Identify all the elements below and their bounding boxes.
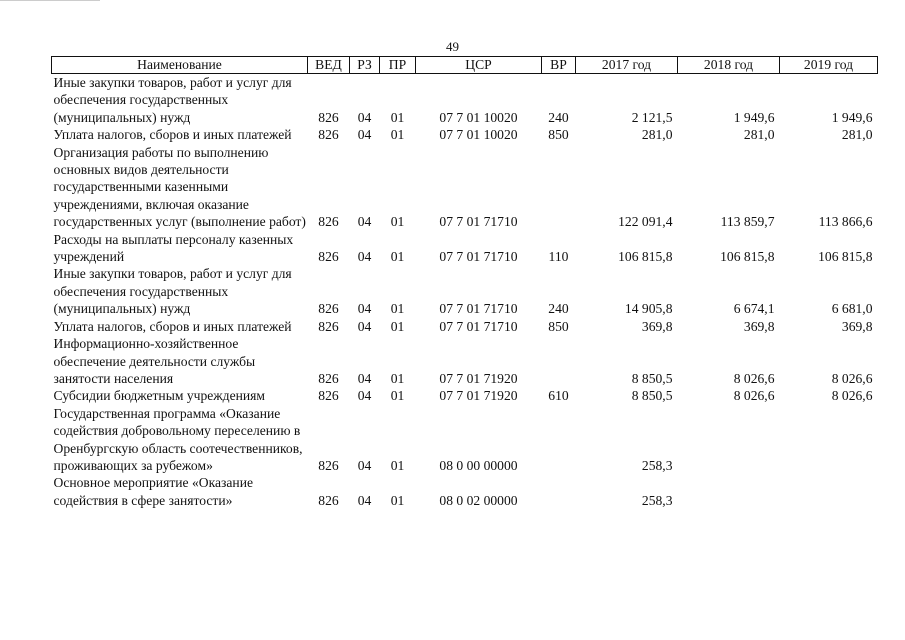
- cell-rz: 04: [357, 249, 372, 265]
- cell-y2018: 1 949,6: [733, 109, 775, 125]
- cell-csr: 08 0 00 00000: [439, 457, 518, 473]
- cell-y2017: 106 815,8: [618, 249, 673, 265]
- cell-rz: 04: [357, 301, 372, 317]
- header-vr: ВР: [542, 57, 576, 74]
- cell-y2019: 369,8: [841, 318, 873, 334]
- cell-y2017: 122 091,4: [618, 214, 673, 230]
- cell-pr: 01: [390, 249, 405, 265]
- cell-name: Иные закупки товаров, работ и услуг для обеспечения государственных (муниципальных) нужд: [53, 266, 292, 317]
- cell-y2019: 8 026,6: [831, 370, 873, 386]
- cell-y2017: 369,8: [641, 318, 673, 334]
- table-row: [52, 387, 878, 404]
- cell-y2018: 8 026,6: [733, 370, 775, 386]
- cell-rz: 04: [357, 214, 372, 230]
- cell-vr: 850: [548, 127, 569, 143]
- cell-y2018: [678, 474, 780, 509]
- cell-pr: 01: [390, 109, 405, 125]
- cell-ved: 826: [318, 318, 339, 334]
- header-name: Наименование: [52, 57, 308, 74]
- cell-y2017: 2 121,5: [631, 109, 673, 125]
- header-csr: ЦСР: [416, 57, 542, 74]
- cell-y2017: 8 850,5: [631, 388, 673, 404]
- cell-rz: 04: [357, 109, 372, 125]
- cell-pr: 01: [390, 301, 405, 317]
- cell-y2019: 106 815,8: [818, 249, 873, 265]
- cell-rz: 04: [357, 127, 372, 143]
- cell-ved: 826: [318, 457, 339, 473]
- header-2018: 2018 год: [678, 57, 780, 74]
- header-pr: ПР: [380, 57, 416, 74]
- cell-vr: [542, 405, 576, 475]
- cell-csr: 07 7 01 71710: [439, 318, 518, 334]
- cell-ved: 826: [318, 388, 339, 404]
- header-2017: 2017 год: [576, 57, 678, 74]
- cell-y2019: [780, 474, 878, 509]
- cell-y2019: 8 026,6: [831, 388, 873, 404]
- cell-csr: 07 7 01 71710: [439, 249, 518, 265]
- cell-name: Организация работы по выполнению основных видов деятельности государственными казенными учреждениями, включая оказание государственных услуг (выполнение работ): [53, 144, 306, 230]
- cell-y2017: 258,3: [641, 492, 673, 508]
- cell-csr: 07 7 01 71710: [439, 301, 518, 317]
- cell-y2018: 8 026,6: [733, 388, 775, 404]
- cell-vr: 240: [548, 109, 569, 125]
- table-row: [52, 126, 878, 143]
- cell-rz: 04: [357, 388, 372, 404]
- cell-y2017: 281,0: [641, 127, 673, 143]
- cell-pr: 01: [390, 492, 405, 508]
- cell-y2018: 281,0: [743, 127, 775, 143]
- cell-pr: 01: [390, 214, 405, 230]
- cell-y2018: [678, 405, 780, 475]
- cell-csr: 08 0 02 00000: [439, 492, 518, 508]
- top-border-line: [0, 0, 100, 1]
- page-number: 49: [446, 39, 459, 54]
- cell-rz: 04: [357, 492, 372, 508]
- cell-csr: 07 7 01 10020: [439, 109, 518, 125]
- cell-y2019: 6 681,0: [831, 301, 873, 317]
- budget-table: [51, 56, 878, 509]
- cell-y2019: 113 866,6: [818, 214, 873, 230]
- cell-rz: 04: [357, 370, 372, 386]
- cell-pr: 01: [390, 318, 405, 334]
- cell-pr: 01: [390, 457, 405, 473]
- cell-y2018: 369,8: [743, 318, 775, 334]
- cell-vr: 610: [548, 388, 569, 404]
- cell-ved: 826: [318, 249, 339, 265]
- table-row: [52, 265, 878, 317]
- cell-y2019: [780, 405, 878, 475]
- header-ved: ВЕД: [308, 57, 350, 74]
- cell-rz: 04: [357, 457, 372, 473]
- cell-ved: 826: [318, 127, 339, 143]
- cell-name: Расходы на выплаты персоналу казенных учреждений: [53, 231, 294, 265]
- cell-y2018: 6 674,1: [733, 301, 775, 317]
- cell-pr: 01: [390, 388, 405, 404]
- cell-name: Иные закупки товаров, работ и услуг для обеспечения государственных (муниципальных) нужд: [53, 75, 292, 125]
- cell-y2017: 258,3: [641, 457, 673, 473]
- cell-csr: 07 7 01 71920: [439, 388, 518, 404]
- header-2019: 2019 год: [780, 57, 878, 74]
- cell-name: Субсидии бюджетным учреждениям: [53, 388, 266, 404]
- cell-y2017: 14 905,8: [624, 301, 673, 317]
- cell-csr: 07 7 01 71710: [439, 214, 518, 230]
- cell-vr: [542, 335, 576, 387]
- cell-name: Основное мероприятие «Оказание содействия в сфере занятости»: [53, 475, 254, 508]
- table-header-row: [52, 57, 878, 74]
- table-row: [52, 405, 878, 475]
- cell-csr: 07 7 01 10020: [439, 127, 518, 143]
- cell-ved: 826: [318, 109, 339, 125]
- cell-pr: 01: [390, 370, 405, 386]
- cell-ved: 826: [318, 301, 339, 317]
- cell-name: Информационно-хозяйственное обеспечение деятельности службы занятости населения: [53, 336, 256, 386]
- cell-ved: 826: [318, 214, 339, 230]
- cell-vr: 240: [548, 301, 569, 317]
- cell-y2019: 281,0: [841, 127, 873, 143]
- cell-csr: 07 7 01 71920: [439, 370, 518, 386]
- cell-rz: 04: [357, 318, 372, 334]
- cell-y2019: 1 949,6: [831, 109, 873, 125]
- table-row: [52, 335, 878, 387]
- cell-vr: [542, 144, 576, 231]
- cell-pr: 01: [390, 127, 405, 143]
- cell-y2018: 113 859,7: [720, 214, 775, 230]
- table-row: [52, 231, 878, 266]
- cell-name: Уплата налогов, сборов и иных платежей: [53, 318, 292, 334]
- cell-y2018: 106 815,8: [720, 249, 775, 265]
- table-row: [52, 318, 878, 335]
- table-row: [52, 74, 878, 127]
- table-row: [52, 474, 878, 509]
- table-body: [52, 74, 878, 510]
- table-row: [52, 144, 878, 231]
- cell-vr: 850: [548, 318, 569, 334]
- cell-vr: 110: [548, 249, 569, 265]
- cell-vr: [542, 474, 576, 509]
- cell-ved: 826: [318, 370, 339, 386]
- cell-ved: 826: [318, 492, 339, 508]
- cell-name: Уплата налогов, сборов и иных платежей: [53, 127, 292, 143]
- cell-name: Государственная программа «Оказание содействия добровольному переселению в Оренбургскую область соотечественников, проживающих за рубежом»: [53, 405, 303, 473]
- header-rz: РЗ: [350, 57, 380, 74]
- cell-y2017: 8 850,5: [631, 370, 673, 386]
